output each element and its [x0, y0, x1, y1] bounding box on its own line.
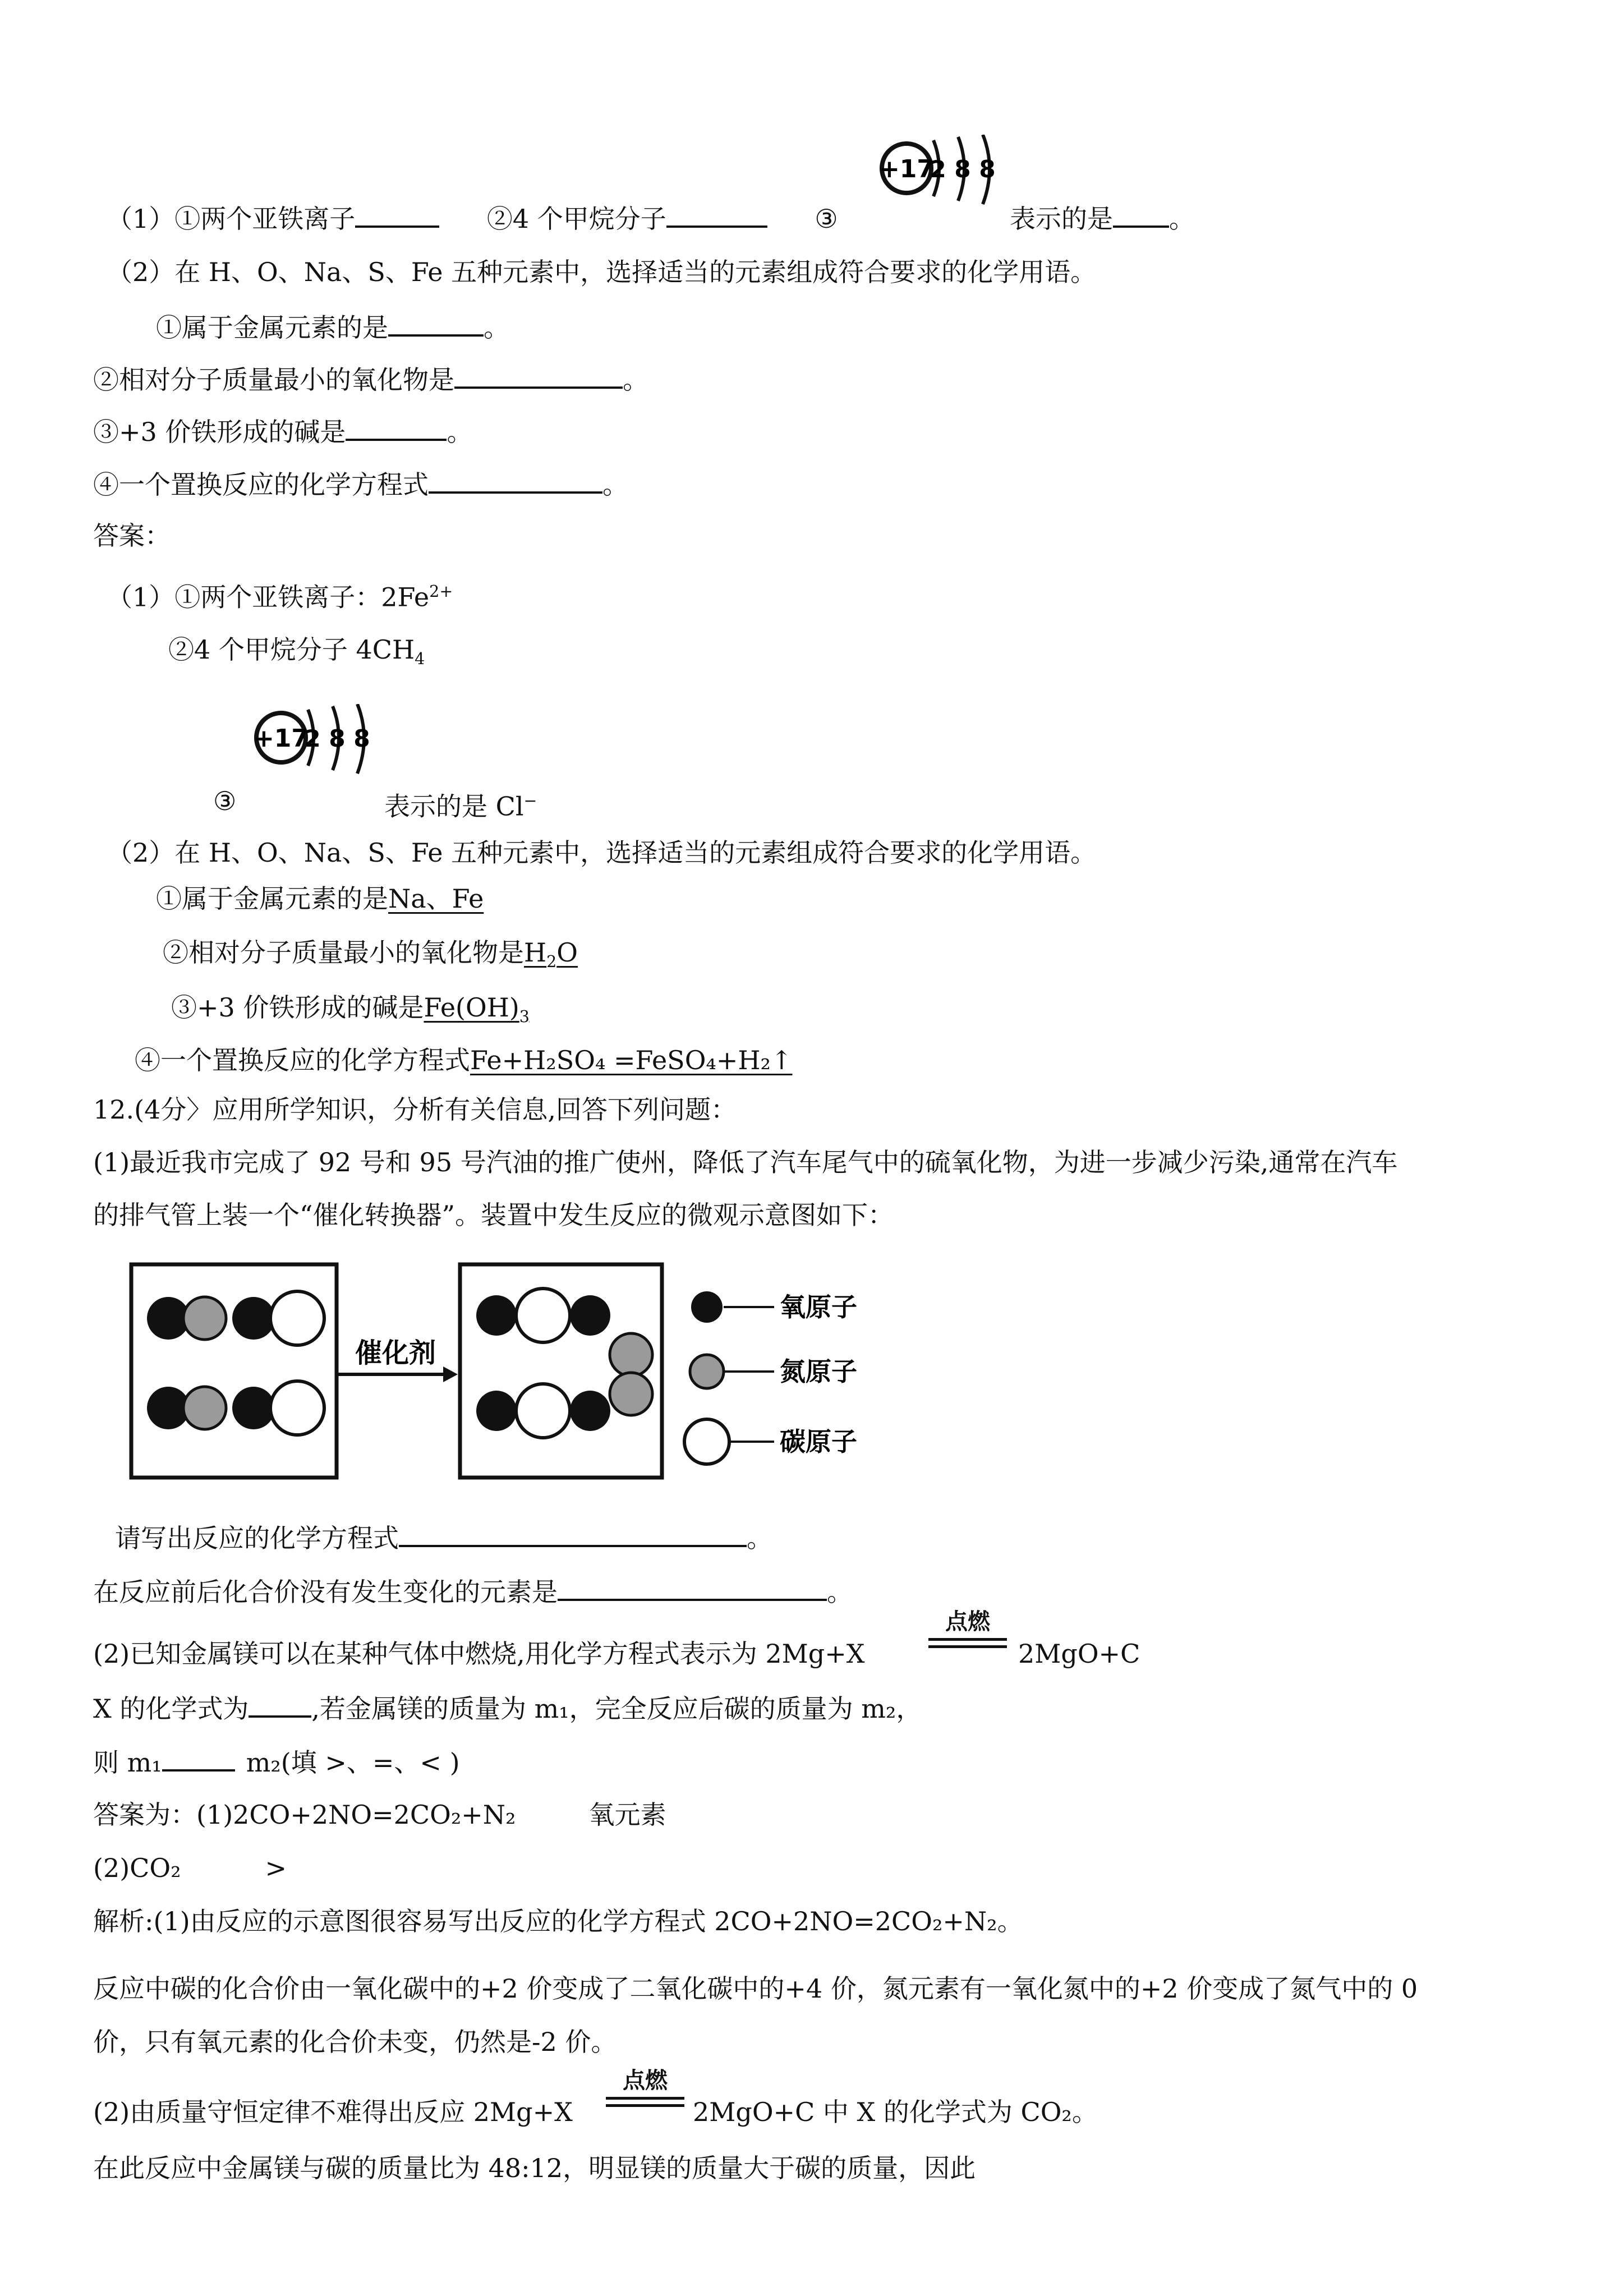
answer-label: 答案：	[93, 521, 171, 551]
carbon-legend-icon	[684, 1419, 729, 1464]
q12-explanation-2: 反应中碳的化合价由一氧化碳中的+2 价变成了二氧化碳中的+4 价，氮元素有一氧化氮中的+2 价变成了氮气中的 0	[93, 1973, 1418, 2004]
q12-explanation-5: 在此反应中金属镁与碳的质量比为 48:12，明显镁的质量大于碳的质量，因此	[93, 2153, 976, 2183]
q12-p2c-line	[93, 1745, 460, 1779]
q12-p2a-right: 2MgO+C	[1018, 1639, 1140, 1669]
ans11-b3-text: ③+3 价铁形成的碱是	[171, 992, 424, 1023]
ans11-a3-sup: −	[523, 792, 537, 810]
ans11-b1	[156, 882, 484, 915]
q11-part1-line	[107, 201, 838, 236]
period: 。	[602, 470, 628, 500]
q11-p1-c: ③	[815, 204, 838, 234]
atom-shell-2: 8	[954, 155, 971, 183]
ignite-label: 点燃	[623, 2068, 668, 2093]
q12-p2c: 则 m₁	[93, 1747, 162, 1778]
q11-part2-3-line	[93, 414, 472, 449]
period: 。	[827, 1577, 853, 1607]
legend-carbon: 碳原子	[780, 1427, 857, 1457]
q12-p2b: X 的化学式为	[93, 1694, 249, 1724]
ans11-b2-answer: $H_2O$	[524, 937, 578, 972]
period: 。	[747, 1523, 772, 1553]
q12-p2b-right: ,若金属镁的质量为 m₁，完全反应后碳的质量为 m₂，	[311, 1694, 922, 1724]
ans11-a3	[384, 784, 537, 823]
ignite-arrow-1	[928, 1609, 1007, 1659]
ans11-a2-sub: 4	[415, 650, 425, 669]
ans11-b2	[163, 936, 578, 979]
legend-nitrogen: 氮原子	[780, 1356, 857, 1387]
ans11-a1-text: （1）①两个亚铁离子：2Fe	[107, 582, 430, 613]
q12-p2b-line	[93, 1691, 922, 1726]
q11-p1-b: ②4 个甲烷分子	[486, 204, 666, 234]
q12-ans1-right: 氧元素	[588, 1800, 666, 1830]
period: 。	[484, 312, 509, 343]
q11-p2-3: ③+3 价铁形成的碱是	[93, 417, 346, 447]
q12-p1a: (1)最近我市完成了 92 号和 95 号汽油的推广使州，降低了汽车尾气中的硫氧化物，为进一步减少污染,通常在汽车	[93, 1147, 1398, 1177]
blank-atom-meaning[interactable]	[1113, 201, 1169, 228]
ignite-arrow-2	[606, 2068, 684, 2118]
q11-part2-4-line	[93, 467, 628, 501]
q12-ask1: 请写出反应的化学方程式	[115, 1523, 399, 1553]
q11-p1-d: 表示的是	[1010, 204, 1113, 234]
blank-metal-elements[interactable]	[388, 310, 484, 337]
atom-structure-diagram	[875, 135, 1021, 208]
catalyst-label: 催化剂	[355, 1337, 436, 1369]
q12-p2a: (2)已知金属镁可以在某种气体中燃烧,用化学方程式表示为 2Mg+X	[93, 1639, 865, 1669]
q11-p1-a: （1）①两个亚铁离子	[107, 204, 356, 234]
ans11-b4-answer: Fe+H₂SO₄ =FeSO₄+H₂↑	[470, 1045, 793, 1075]
atom-shell-3: 8	[353, 725, 370, 752]
nitrogen-legend-icon	[690, 1355, 724, 1388]
q12-explanation-3: 价，只有氧元素的化合价未变，仍然是-2 价。	[93, 2027, 617, 2057]
q12-ask1-line	[115, 1520, 772, 1555]
q12-title: 12.(4分〉应用所学知识，分析有关信息,回答下列问题：	[93, 1094, 737, 1125]
ans11-a1-sup: 2+	[429, 582, 453, 601]
ignite-label: 点燃	[945, 1609, 990, 1635]
blank-unchanged-element[interactable]	[558, 1574, 827, 1601]
legend-oxygen: 氧原子	[780, 1292, 857, 1322]
q11-p1-end: 。	[1169, 204, 1195, 234]
blank-smallest-oxide[interactable]	[454, 362, 623, 389]
atom-shell-2: 8	[329, 725, 346, 752]
q11-p1-d-line	[1010, 201, 1195, 236]
q12-explanation-4b: 2MgO+C 中 X 的化学式为 CO₂。	[693, 2097, 1098, 2127]
q12-ask2: 在反应前后化合价没有发生变化的元素是	[93, 1577, 558, 1607]
ans11-a2	[168, 633, 425, 676]
atom-nucleus-label: +17	[253, 724, 309, 753]
answer-atom-structure-diagram	[250, 704, 395, 777]
ans11-b3	[171, 991, 530, 1034]
q12-p1b: 的排气管上装一个“催化转换器”。装置中发生反应的微观示意图如下：	[93, 1200, 894, 1230]
oxygen-legend-icon	[691, 1291, 723, 1323]
ans11-b0: （2）在 H、O、Na、S、Fe 五种元素中，选择适当的元素组成符合要求的化学用语。	[107, 838, 1097, 868]
ans11-a2-text: ②4 个甲烷分子 4CH	[168, 634, 415, 665]
ans11-a1	[107, 575, 453, 614]
q12-ans2: (2)CO₂	[93, 1853, 181, 1883]
atom-shell-1: 2	[930, 155, 946, 183]
ans11-b4	[135, 1043, 792, 1077]
q12-ans1: 答案为：(1)2CO+2NO=2CO₂+N₂	[93, 1800, 516, 1830]
ans11-a3-pre: ③	[213, 786, 237, 816]
blank-methane[interactable]	[666, 201, 767, 228]
q12-explanation-1: 解析:(1)由反应的示意图很容易写出反应的化学方程式 2CO+2NO=2CO₂+N₂。	[93, 1906, 1023, 1936]
q12-ans2-right: >	[265, 1853, 287, 1883]
q11-part2: （2）在 H、O、Na、S、Fe 五种元素中，选择适当的元素组成符合要求的化学用语。	[107, 257, 1097, 287]
q12-p2c-right: m₂(填 >、=、< )	[246, 1747, 460, 1778]
ans11-b4-text: ④一个置换反应的化学方程式	[135, 1045, 470, 1075]
ans11-b2-text: ②相对分子质量最小的氧化物是	[163, 937, 524, 968]
q12-answer-1	[93, 1798, 666, 1832]
ans11-b1-text: ①属于金属元素的是	[156, 884, 388, 914]
blank-x-formula[interactable]	[249, 1691, 311, 1718]
q11-part2-2-line	[93, 362, 648, 397]
blank-reaction-equation[interactable]	[399, 1520, 747, 1547]
q12-ask2-line	[93, 1574, 853, 1609]
atom-nucleus-label: +17	[878, 155, 935, 183]
q11-p2-1: ①属于金属元素的是	[156, 312, 388, 343]
period: 。	[447, 417, 473, 447]
q12-explanation-4a: (2)由质量守恒定律不难得出反应 2Mg+X	[93, 2097, 573, 2127]
period: 。	[623, 365, 648, 395]
ans11-a3-text: 表示的是 Cl	[384, 791, 524, 822]
blank-replacement-equation[interactable]	[429, 467, 602, 494]
blank-mass-comparison[interactable]	[162, 1745, 235, 1772]
blank-ferrous-ions[interactable]	[355, 201, 439, 228]
ans11-b1-answer: Na、Fe	[388, 884, 484, 914]
blank-iron-base[interactable]	[346, 414, 447, 441]
q11-p2-2: ②相对分子质量最小的氧化物是	[93, 365, 454, 395]
q12-answer-2	[93, 1851, 287, 1885]
q11-p2-4: ④一个置换反应的化学方程式	[93, 470, 429, 500]
q11-part2-1-line	[156, 310, 509, 344]
ans11-b3-answer: $Fe(OH)_3$	[424, 992, 530, 1027]
atom-shell-3: 8	[979, 155, 996, 183]
reaction-micro-diagram	[129, 1262, 881, 1481]
atom-shell-1: 2	[304, 725, 321, 752]
